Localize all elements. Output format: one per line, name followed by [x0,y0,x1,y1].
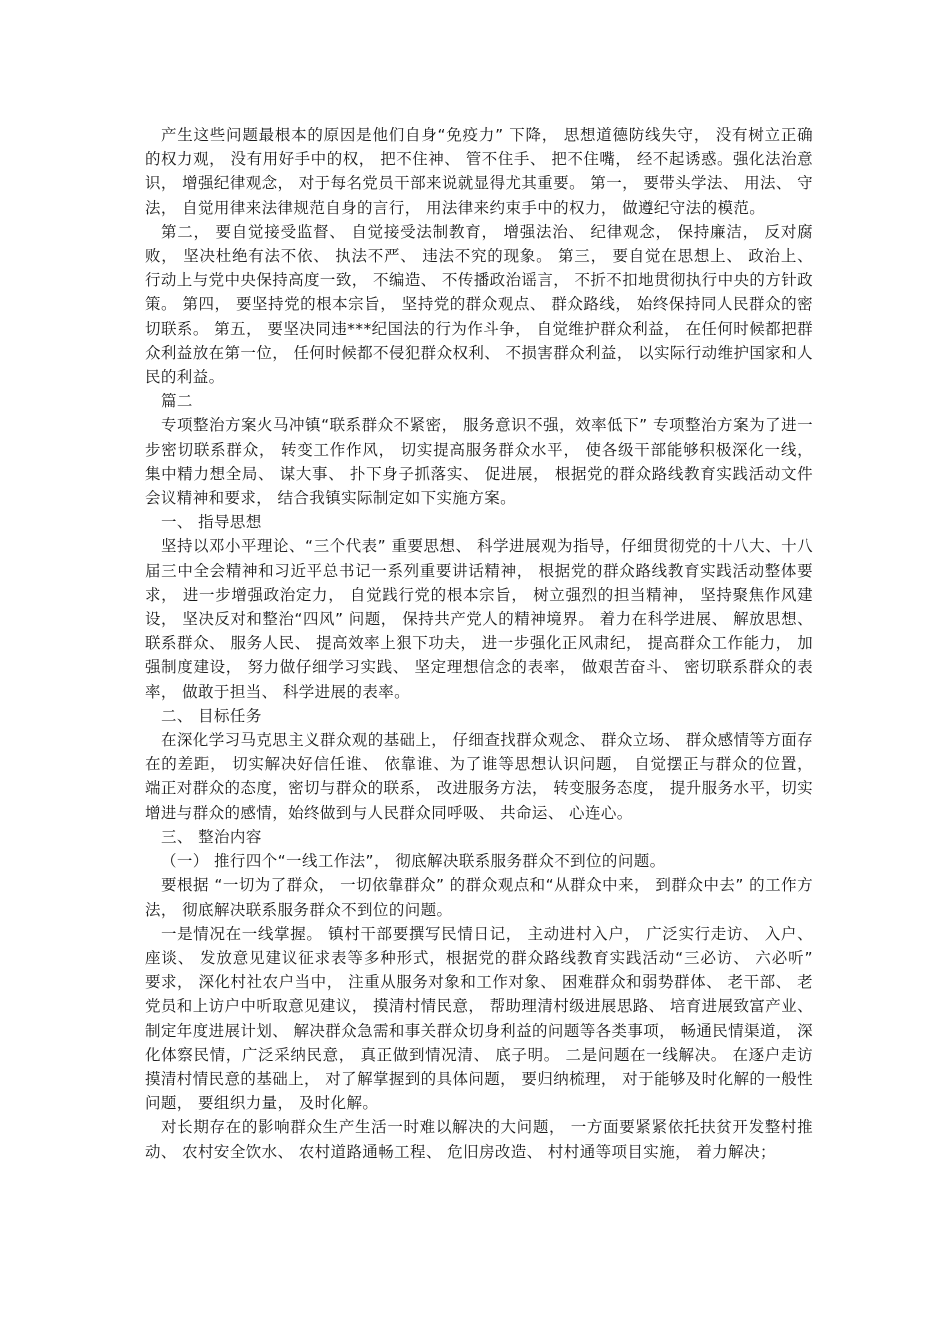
paragraph-guiding-ideology: 坚持以邓小平理论、“三个代表” 重要思想、 科学进展观为指导，仔细贯彻党的十八大、十八届三中全会精神和习近平总书记一系列重要讲话精神， 根据党的群众路线教育实践活动整体要求， 进一步增强政治定力， 自觉践行党的根本宗旨， 树立强烈的担当精神， 坚持聚焦作风建设， 坚决反对和整治“四风” 问题， 保持共产党人的精神境界。 着力在科学进展、 解放思想、 联系群众、 服务人民、 提高效率上狠下功夫， 进一步强化正风肃纪， 提高群众工作能力， 加强制度建设， 努力做仔细学习实践、 坚定理想信念的表率， 做艰苦奋斗、 密切联系群众的表率， 做敢于担当、 科学进展的表率。 [145,537,813,701]
paragraph-2: 第二， 要自觉接受监督、 自觉接受法制教育， 增强法治、 纪律观念， 保持廉洁， 反对腐败， 坚决杜绝有法不依、 执法不严、 违法不究的现象。 第三， 要自觉在思想上、 政治上、 行动上与党中央保持高度一致， 不编造、 不传播政治谣言， 不折不扣地贯彻执行中央的方针政策。 第四， 要坚持党的根本宗旨， 坚持党的群众观点、 群众路线， 始终保持同人民群众的密切联系。 第五， 要坚决同违***纪国法的行为作斗争， 自觉维护群众利益， 在任何时候都把群众利益放在第一位， 任何时候都不侵犯群众权利、 不损害群众利益， 以实际行动维护国家和人民的利益。 [145,222,813,387]
document-page [145,123,813,1164]
section-heading-rectification: 三、 整治内容 [161,827,262,846]
paragraph-plan-intro: 专项整治方案火马冲镇“联系群众不紧密， 服务意识不强，效率低下” 专项整治方案为了进一步密切联系群众， 转变工作作风， 切实提高服务群众水平， 使各级干部能够积极深化一线， 集中精力想全局、 谋大事、 扑下身子抓落实、 促进展， 根据党的群众路线教育实践活动文件会议精神和要求， 结合我镇实际制定如下实施方案。 [145,416,813,508]
section-heading-guiding-ideology: 一、 指导思想 [161,513,262,532]
paragraph-1: 产生这些问题最根本的原因是他们自身“免疫力” 下降， 思想道德防线失守， 没有树立正确的权力观， 没有用好手中的权， 把不住神、 管不住手、 把不住嘴， 经不起诱惑。强化法治意识， 增强纪律观念， 对于每名党员干部来说就显得尤其重要。 第一， 要带头学法、 用法、 守法， 自觉用律来法律规范自身的言行， 用法律来约束手中的权力， 做遵纪守法的模范。 [145,126,813,217]
paragraph-frontline-details: 一是情况在一线掌握。 镇村干部要撰写民情日记， 主动进村入户， 广泛实行走访、 入户、 座谈、 发放意见建议征求表等多种形式，根据党的群众路线教育实践活动“三必访、 六必听” 要求， 深化村社农户当中， 注重从服务对象和工作对象、 困难群众和弱势群体、 老干部、 老党员和上访户中听取意见建议， 摸清村情民意， 帮助理清村级进展思路、 培育进展致富产业、 制定年度进展计划、 解决群众急需和事关群众切身利益的问题等各类事项， 畅通民情渠道， 深化体察民情，广泛采纳民意， 真正做到情况清、 底子明。 二是问题在一线解决。 在逐户走访摸清村情民意的基础上， 对了解掌握到的具体问题， 要归纳梳理， 对于能够及时化解的一般性问题， 要组织力量， 及时化解。 [145,924,813,1113]
paragraph-objectives: 在深化学习马克思主义群众观的基础上， 仔细查找群众观念、 群众立场、 群众感情等方面存在的差距， 切实解决好信任谁、 依靠谁、为了谁等思想认识问题， 自觉摆正与群众的位置， 端正对群众的态度，密切与群众的联系， 改进服务方法， 转变服务态度， 提升服务水平，切实增进与群众的感情，始终做到与人民群众同呼吸、 共命运、 心连心。 [145,731,813,822]
section-heading-part-two: 篇二 [161,392,193,411]
subsection-heading-frontline-methods: （一） 推行四个“一线工作法”， 彻底解决联系服务群众不到位的问题。 [161,852,666,871]
paragraph-mass-line: 要根据 “一切为了群众， 一切依靠群众” 的群众观点和“从群众中来， 到群众中去” 的工作方法， 彻底解决联系服务群众不到位的问题。 [145,876,813,919]
section-heading-objectives: 二、 目标任务 [161,706,262,725]
paragraph-long-term-issues: 对长期存在的影响群众生产生活一时难以解决的大问题， 一方面要紧紧依托扶贫开发整村推动、 农村安全饮水、 农村道路通畅工程、 危旧房改造、 村村通等项目实施， 着力解决； [145,1118,813,1161]
